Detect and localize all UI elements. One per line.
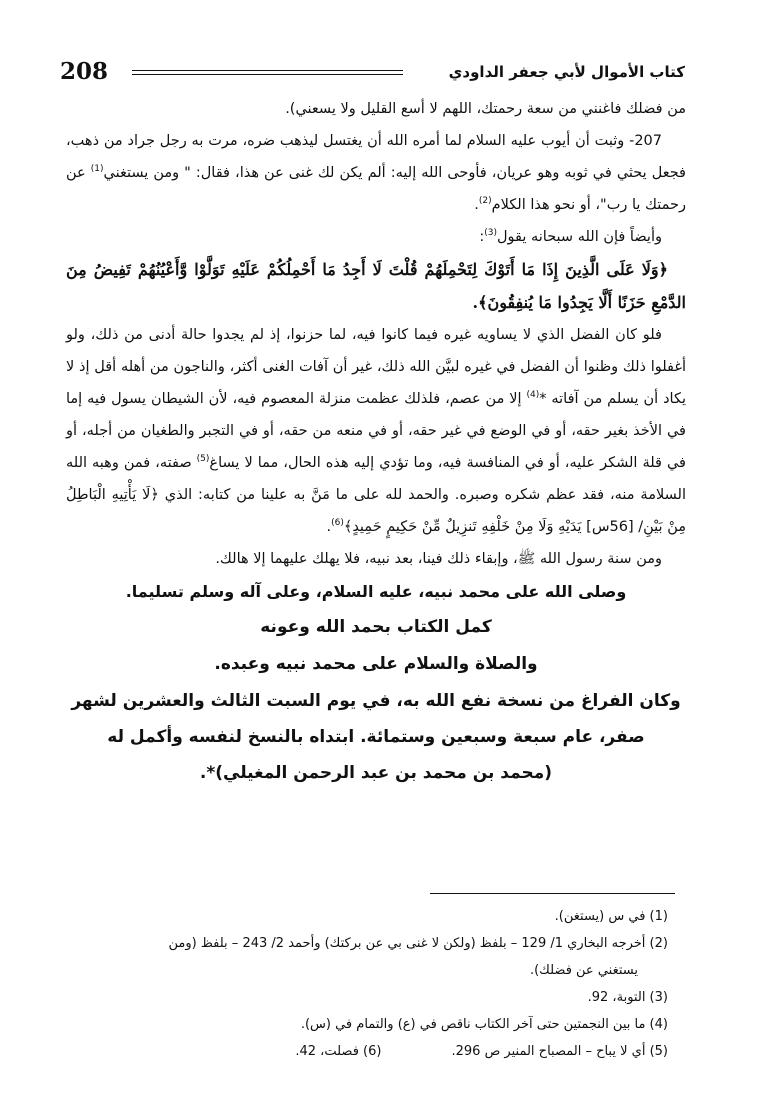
footnote-ref-6: (6) bbox=[331, 518, 344, 529]
page-header bbox=[60, 58, 685, 86]
closing-blessing: وصلى الله على محمد نبيه، عليه السلام، وعلى آله وسلم تسليما. bbox=[125, 582, 627, 601]
discussion-text-b: إلا من عصم، فلذلك عظمت منزلة المعصوم فيه، لأن الشيطان يسول فيه إما في الأخذ بغير حقه، أو في الوضع في غير حقه، أو في منعه من حقه، أو في التجبر والطغيان من أجله، أو في قلة الشكر عليه، أو في المنافسة فيه، وما تؤدي إليه هذه الحال، مما لا يساغ bbox=[66, 391, 686, 471]
discussion-text-c: صفته، فمن وهبه الله السلامة منه، فقد عظم شكره وصبره. والحمد لله على ما مَنَّ به علينا من كتابه: الذي ﴿لَا يَأْتِيهِ الْبَاطِلُ مِنْ بَيْنِ/ [56س] يَدَيْهِ وَلَا مِنْ خَلْفِهِ تَنزِيلٌ مِّنْ حَكِيمٍ حَمِيدٍ﴾ bbox=[66, 455, 686, 535]
closing-salutation: والصلاة والسلام على محمد نبيه وعبده. bbox=[214, 654, 538, 674]
paragraph-207-text-b: عن رحمتك يا رب"، أو نحو هذا الكلام bbox=[66, 165, 686, 213]
quran-intro-colon: : bbox=[479, 229, 485, 245]
paragraph-207-text-a: 207- وثبت أن أيوب عليه السلام لما أمره الله أن يغتسل ليذهب ضره، مرت به رجل جراد من ذهب، فجعل يحثي في ثوبه وهو عريان، فأوحى الله إليه: ألم يكن لك غنى عن هذا، فقال: " ومن يستغني bbox=[66, 133, 686, 181]
footnote-4: (4) ما بين النجمتين حتى آخر الكتاب ناقص في (ع) والتمام في (س). bbox=[300, 1017, 668, 1032]
page-number: 208 bbox=[60, 58, 109, 85]
footnote-2-continuation: يستغني عن فضلك). bbox=[529, 963, 638, 978]
paragraph-quran-intro bbox=[66, 221, 686, 253]
paragraph-sunnah: ومن سنة رسول الله ﷺ، وإبقاء ذلك فينا، بعد نبيه، فلا يهلك عليهما إلا هالك. bbox=[215, 551, 662, 567]
footnote-separator bbox=[430, 893, 675, 894]
colophon: وكان الفراغ من نسخة نفع الله به، في يوم السبت الثالث والعشرين لشهر صفر، عام سبعة وسبعين وستمائة. ابتداه بالنسخ لنفسه وأكمل له bbox=[71, 691, 681, 747]
book-title: كتاب الأموال لأبي جعفر الداودي bbox=[448, 63, 685, 81]
discussion-text-a: فلو كان الفضل الذي لا يساويه غيره فيما كانوا فيه، لما حزنوا، إذ لم يجدوا حالة أدنى من ذلك، ولو أغفلوا ذلك وظنوا أن الفضل في غيره لبيَّن الله ذلك، غير أن آفات الغنى أكثر، والناجون من أهله أقل إذ لا يكاد أن يسلم من آفاته * bbox=[66, 327, 686, 407]
quran-verse: ﴿وَلَا عَلَى الَّذِينَ إِذَا مَا أَتَوْكَ لِتَحْمِلَهُمْ قُلْتَ لَا أَجِدُ مَا أَحْمِلُكُمْ عَلَيْهِ تَوَلَّوْا وَّأَعْيُنُهُمْ تَفِيضُ مِنَ الدَّمْعِ حَزَنًا أَلَّا يَجِدُوا مَا يُنفِقُونَ﴾. bbox=[66, 260, 686, 312]
footnote-row-5-6 bbox=[66, 1038, 668, 1065]
footnote-ref-1: (1) bbox=[90, 164, 104, 175]
footnote-6: (6) فصلت، 42. bbox=[295, 1044, 382, 1059]
quran-intro-text: وأيضاً فإن الله سبحانه يقول bbox=[496, 229, 662, 245]
footnote-2: (2) أخرجه البخاري 1/ 129 – بلفظ (ولكن لا غنى بي عن بركتك) وأحمد 2/ 243 – بلفظ (ومن bbox=[168, 936, 668, 951]
paragraph-continuation: من فضلك فاغنني من سعة رحمتك، اللهم لا أسع القليل ولا يسعني). bbox=[285, 101, 686, 117]
footnote-ref-4: (4) bbox=[526, 390, 540, 401]
footnote-ref-3: (3) bbox=[484, 228, 497, 239]
footnotes bbox=[66, 903, 668, 1065]
footnote-ref-2: (2) bbox=[478, 196, 492, 207]
footnote-5: (5) أي لا يباح – المصباح المنير ص 296. bbox=[451, 1044, 668, 1059]
footnote-3: (3) التوبة، 92. bbox=[587, 990, 668, 1005]
main-text bbox=[66, 93, 686, 792]
paragraph-207 bbox=[66, 125, 686, 221]
header-rule bbox=[132, 70, 403, 75]
footnote-1: (1) في س (يستغن). bbox=[554, 909, 668, 924]
closing-completed: كمل الكتاب بحمد الله وعونه bbox=[260, 617, 492, 637]
footnote-ref-5: (5) bbox=[196, 454, 210, 465]
colophon-scribe: (محمد بن محمد بن عبد الرحمن المغيلي)*. bbox=[199, 763, 553, 783]
paragraph-discussion bbox=[66, 319, 686, 543]
paragraph-207-text-c: . bbox=[474, 197, 479, 213]
discussion-text-d: . bbox=[326, 519, 332, 535]
